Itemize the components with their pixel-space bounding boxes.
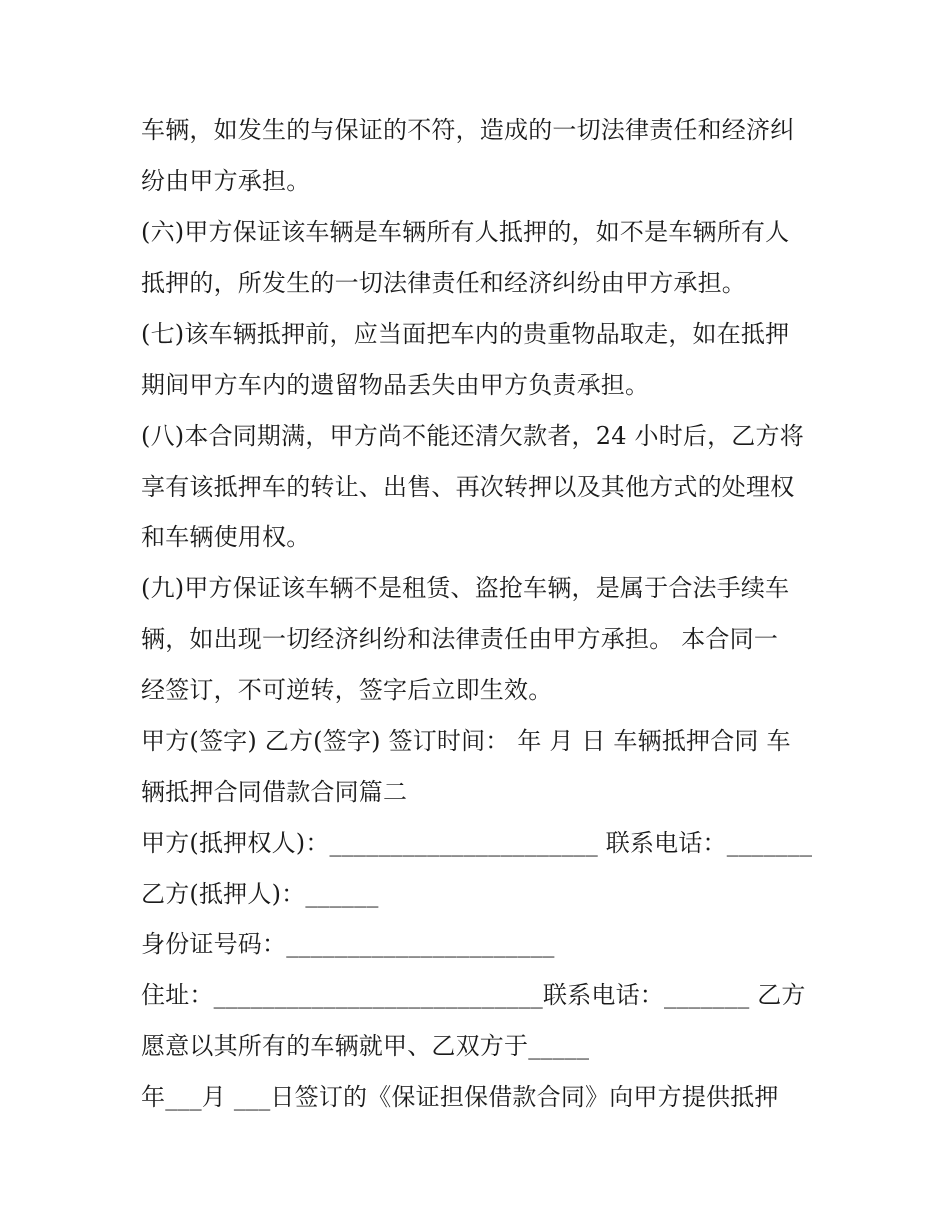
text-line: (八)本合同期满，甲方尚不能还清欠款者，24 小时后，乙方将 bbox=[141, 422, 804, 450]
text-line: 甲方(签字) 乙方(签字) 签订时间： 年 月 日 车辆抵押合同 车 bbox=[141, 727, 791, 755]
text-line: 车辆，如发生的与保证的不符，造成的一切法律责任和经济纠 bbox=[141, 116, 795, 144]
text-line: 和车辆使用权。 bbox=[141, 523, 311, 551]
text-line: 抵押的，所发生的一切法律责任和经济纠纷由甲方承担。 bbox=[141, 269, 746, 297]
text-line: 享有该抵押车的转让、出售、再次转押以及其他方式的处理权 bbox=[141, 473, 795, 501]
text-line: 愿意以其所有的车辆就甲、乙双方于_____ bbox=[141, 1032, 590, 1060]
text-line: (七)该车辆抵押前，应当面把车内的贵重物品取走，如在抵押 bbox=[141, 320, 790, 348]
text-line: (六)甲方保证该车辆是车辆所有人抵押的，如不是车辆所有人 bbox=[141, 218, 790, 246]
text-line: 纷由甲方承担。 bbox=[141, 167, 311, 195]
text-line: 住址：___________________________联系电话：_______ 乙方 bbox=[141, 981, 806, 1009]
text-line: 年___月 ___日签订的《保证担保借款合同》向甲方提供抵押 bbox=[141, 1083, 779, 1111]
text-line: 甲方(抵押权人)：______________________ 联系电话：_______ bbox=[141, 829, 813, 857]
text-line: 乙方(抵押人)：______ bbox=[141, 880, 379, 908]
text-line: 身份证号码：______________________ bbox=[141, 930, 555, 958]
text-line: 经签订，不可逆转，签字后立即生效。 bbox=[141, 676, 553, 704]
text-line: 辆抵押合同借款合同篇二 bbox=[141, 778, 408, 806]
text-line: 辆，如出现一切经济纠纷和法律责任由甲方承担。 本合同一 bbox=[141, 625, 779, 653]
text-line: (九)甲方保证该车辆不是租赁、盗抢车辆，是属于合法手续车 bbox=[141, 574, 790, 602]
text-line: 期间甲方车内的遗留物品丢失由甲方负责承担。 bbox=[141, 371, 650, 399]
